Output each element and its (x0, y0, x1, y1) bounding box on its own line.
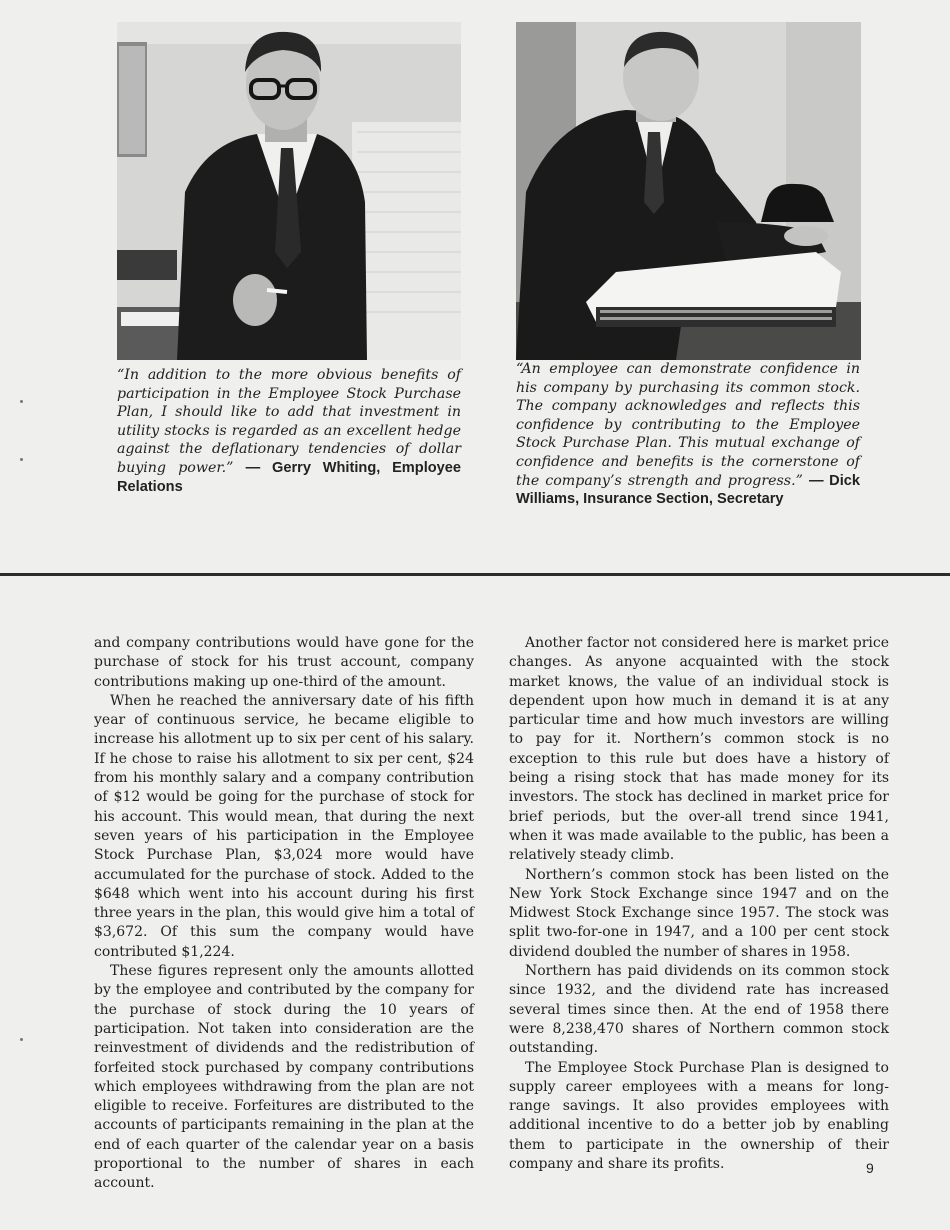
paragraph: These figures represent only the amounts allotted by the employee and contributed by the company for the purchase of stock during the 10 years of participation. Not taken into consideration are the reinvestment of dividends and the redistribution of forfeited stock purchased by company contributions which employees withdrawing from the plan are not eligible to receive. Forfeitures are distributed to the accounts of participants remaining in the plan at the end of each quarter of the calendar year on a basis proportional to the number of shares in each account. (94, 963, 474, 1192)
paragraph: Northern has paid dividends on its common stock since 1932, and the dividend rate has increased several times since then. At the end of 1958 there were 8,238,470 shares of Northern common stock outstanding. (509, 963, 889, 1057)
margin-mark (20, 458, 23, 461)
photo-dick-williams-image (516, 22, 861, 360)
body-column-left (94, 634, 474, 1194)
caption-left-quote: “In addition to the more obvious benefits of participation in the Employee Stock Purchase Plan, I should like to add that investment in utility stocks is regarded as an excellent hedge against the deflationary tendencies of dollar buying power.” (117, 367, 461, 476)
paragraph: Another factor not considered here is market price changes. As anyone acquainted with the stock market knows, the value of an individual stock is dependent upon how much in demand it is at any particular time and how much investors are willing to pay for it. Northern’s common stock is no exception to this rule but does have a history of being a rising stock that has made money for its investors. The stock has declined in market price for brief periods, but the over-all trend since 1941, when it was made available to the public, has been a relatively steady climb. (509, 635, 889, 864)
caption-right-quote: “An employee can demonstrate confidence in his company by purchasing its common stock. The company acknowledges and reflects this confidence by contributing to the Employee Stock Purchase Plan. This mutual exchange of confidence and benefits is the cornerstone of the company’s strength and progress.” (516, 361, 860, 489)
photo-gerry-whiting (117, 22, 461, 360)
photo-dick-williams (516, 22, 861, 360)
paragraph: Northern’s common stock has been listed on the New York Stock Exchange since 1947 and on the Midwest Stock Exchange since 1957. The stock was split two-for-one in 1947, and a 100 per cent stock dividend doubled the number of shares in 1958. (509, 866, 889, 960)
section-divider (0, 573, 950, 576)
paragraph: The Employee Stock Purchase Plan is designed to supply career employees with a means for long-range savings. It also provides employees with additional incentive to do a better job by enabling them to participate in the ownership of their company and share its profits. (509, 1059, 889, 1173)
paragraph: When he reached the anniversary date of his fifth year of continuous service, he became eligible to increase his allotment up to six per cent of his salary. If he chose to raise his allotment to six per cent, $24 from his monthly salary and a company contribution of $12 would be going for the purchase of stock for his account. This would mean, that during the next seven years of his participation in the Employee Stock Purchase Plan, $3,024 more would have accumulated for the purchase of stock. Added to the $648 which went into his account during his first three years in the plan, this would give him a total of $3,672. Of this sum the company would have contributed $1,224. (94, 692, 474, 960)
photo-gerry-whiting-image (117, 22, 461, 360)
margin-mark (20, 400, 23, 403)
page-number: 9 (866, 1160, 874, 1176)
body-column-right (509, 634, 889, 1174)
caption-dick-williams (516, 360, 860, 509)
caption-right-attribution: — Dick Williams, Insurance Section, Secretary (516, 472, 860, 508)
caption-gerry-whiting (117, 366, 461, 496)
caption-left-attribution: — Gerry Whiting, Employee Relations (117, 459, 462, 495)
paragraph: and company contributions would have gone for the purchase of stock for his trust account, company contributions making up one-third of the amount. (94, 635, 474, 690)
margin-mark (20, 1038, 23, 1041)
